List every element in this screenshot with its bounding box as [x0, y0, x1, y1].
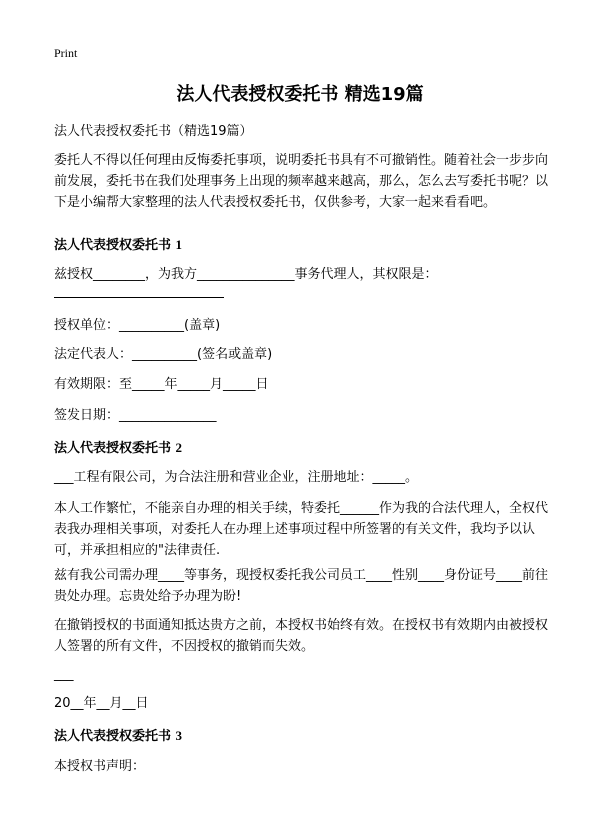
section-heading-2: [54, 437, 554, 459]
section1-line-validity: 有效期限：至_____年_____月_____日: [54, 377, 269, 392]
section2-date: 20__年__月__日: [54, 696, 149, 711]
section1-line-unit: 授权单位：__________(盖章): [54, 318, 221, 333]
intro-paragraph: 委托人不得以任何理由反悔委托事项，说明委托书具有不可撤销性。随着社会一步步向前发展，委托书在我们处理事务上出现的频率越来越高，那么，怎么去写委托书呢？以下是小编帮大家整理的法人代表授权委托书，仅供参考，大家一起来看看吧。: [54, 153, 549, 210]
section1-line-issue-date: 签发日期：_______________: [54, 408, 217, 423]
section2-paragraph-company: ___工程有限公司，为合法注册和营业企业，注册地址：_____。: [54, 470, 419, 485]
section-heading-1: [54, 234, 554, 256]
section1-line-legal-rep: 法定代表人：__________(签名或盖章): [54, 347, 273, 362]
section-heading-number: 2: [175, 440, 183, 455]
section2-paragraph-authorize: 兹有我公司需办理____等事务，现授权委托我公司员工____性别____身份证号____前往贵处办理。忘贵处给予办理为盼!: [54, 568, 549, 604]
section2-paragraph-validity: 在撤销授权的书面通知抵达贵方之前，本授权书始终有效。在授权书有效期内由被授权人签署的所有文件，不因授权的撤销而失效。: [54, 618, 549, 654]
print-link[interactable]: Print: [54, 46, 78, 60]
section1-line-grant: 兹授权________，为我方_______________事务代理人，其权限是：: [54, 267, 438, 282]
page-title: 法人代表授权委托书 精选19篇: [176, 84, 424, 105]
section2-blank: ___: [54, 667, 74, 682]
section-heading-text: 法人代表授权委托书: [54, 729, 172, 744]
section-heading-number: 1: [175, 237, 183, 252]
section-heading-3: [54, 725, 554, 747]
section-heading-text: 法人代表授权委托书: [54, 441, 172, 456]
section-heading-text: 法人代表授权委托书: [54, 238, 172, 253]
blank-underline: [54, 297, 224, 298]
section-heading-number: 3: [175, 728, 183, 743]
section3-statement: 本授权书声明：: [54, 759, 146, 774]
section2-paragraph-delegation: 本人工作繁忙，不能亲自办理的相关手续，特委托______作为我的合法代理人，全权代表我办理相关事项，对委托人在办理上述事项过程中所签署的有关文件，我均予以认可，并承担相应的"法律责任.: [54, 501, 549, 558]
doc-subtitle: 法人代表授权委托书（精选19篇）: [54, 124, 253, 139]
